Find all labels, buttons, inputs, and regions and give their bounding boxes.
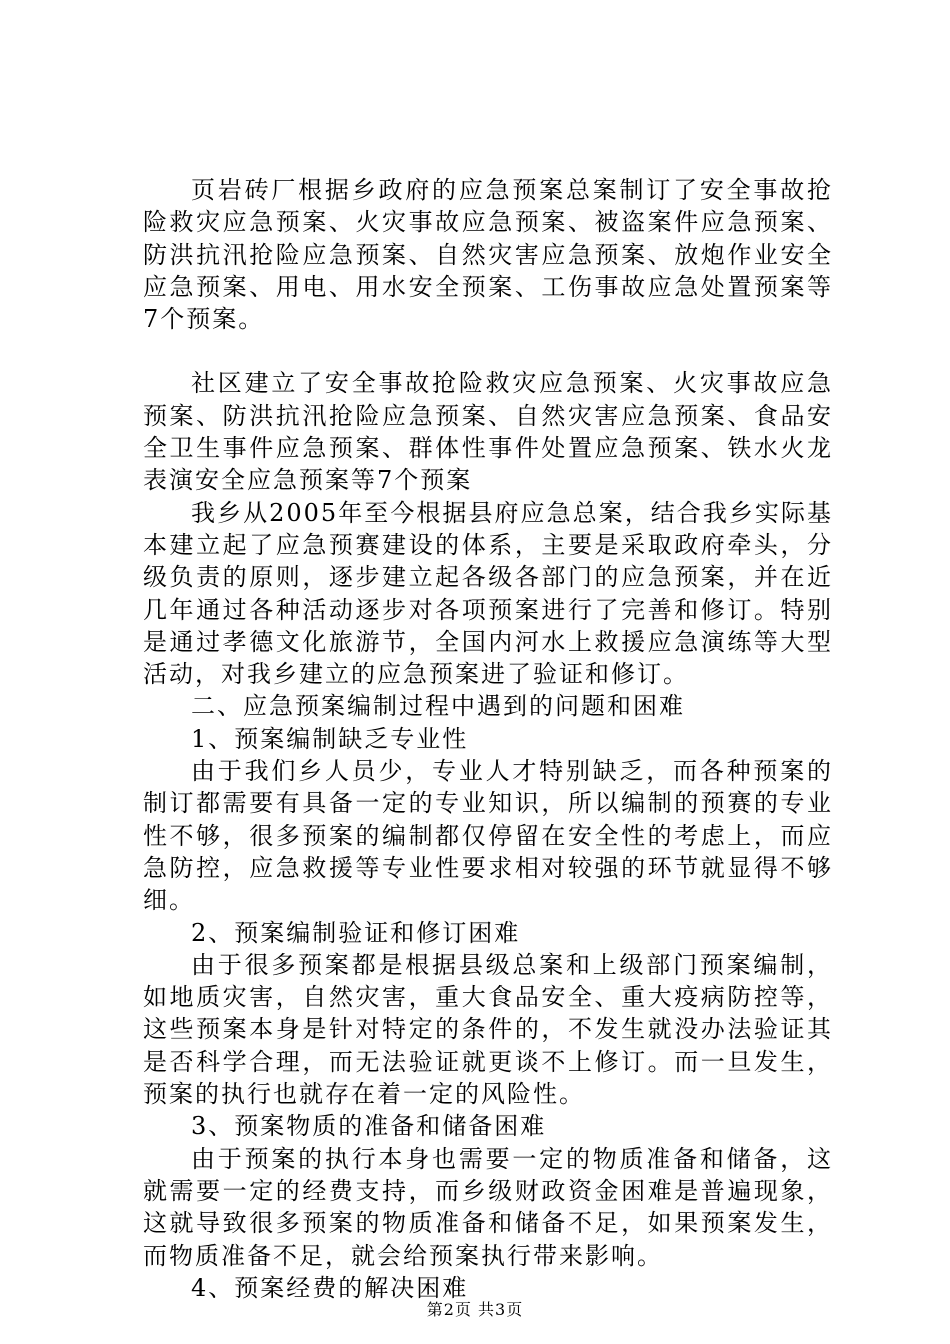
paragraph-spacer (143, 335, 833, 367)
subheading-4: 4、预案经费的解决困难 (191, 1273, 469, 1302)
paragraph-community-plans: 社区建立了安全事故抢险救灾应急预案、火灾事故应急预案、防洪抗汛抢险应急预案、自然灾害应急预案、食品安全卫生事件应急预案、群体性事件处置应急预案、铁水火龙表演安全应急预案等7个预案 (143, 369, 833, 495)
page-footer: 第2页 共3页 (426, 1300, 524, 1319)
paragraph-township-system: 我乡从2005年至今根据县府应急总案，结合我乡实际基本建立起了应急预赛建设的体系，主要是采取政府牵头，分级负责的原则，逐步建立起各级各部门的应急预案，并在近几年通过各种活动逐步对各项预案进行了完善和修订。特别是通过孝德文化旅游节，全国内河水上救援应急演练等大型活动，对我乡建立的应急预案进了验证和修订。 (143, 498, 833, 689)
subheading-3: 3、预案物质的准备和储备困难 (191, 1112, 547, 1141)
paragraph-3: 由于预案的执行本身也需要一定的物质准备和储备，这就需要一定的经费支持，而乡级财政资金困难是普遍现象，这就导致很多预案的物质准备和储备不足，如果预案发生，而物质准备不足，就会给预案执行带来影响。 (143, 1144, 833, 1270)
paragraph-brickworks-plans: 页岩砖厂根据乡政府的应急预案总案制订了安全事故抢险救灾应急预案、火灾事故应急预案、被盗案件应急预案、防洪抗汛抢险应急预案、自然灾害应急预案、放炮作业安全应急预案、用电、用水安全预案、工伤事故应急处置预案等7个预案。 (143, 176, 833, 334)
paragraph-2: 由于很多预案都是根据县级总案和上级部门预案编制，如地质灾害，自然灾害，重大食品安全、重大疫病防控等，这些预案本身是针对特定的条件的，不发生就没办法验证其是否科学合理，而无法验证就更谈不上修订。而一旦发生，预案的执行也就存在着一定的风险性。 (143, 950, 833, 1109)
subheading-1: 1、预案编制缺乏专业性 (191, 724, 469, 753)
paragraph-1: 由于我们乡人员少，专业人才特别缺乏，而各种预案的制订都需要有具备一定的专业知识，所以编制的预赛的专业性不够，很多预案的编制都仅停留在安全性的考虑上，而应急防控，应急救援等专业性要求相对较强的环节就显得不够细。 (143, 757, 833, 915)
section-heading-problems: 二、应急预案编制过程中遇到的问题和困难 (191, 692, 685, 721)
document-body (143, 174, 833, 1304)
subheading-2: 2、预案编制验证和修订困难 (191, 918, 521, 947)
